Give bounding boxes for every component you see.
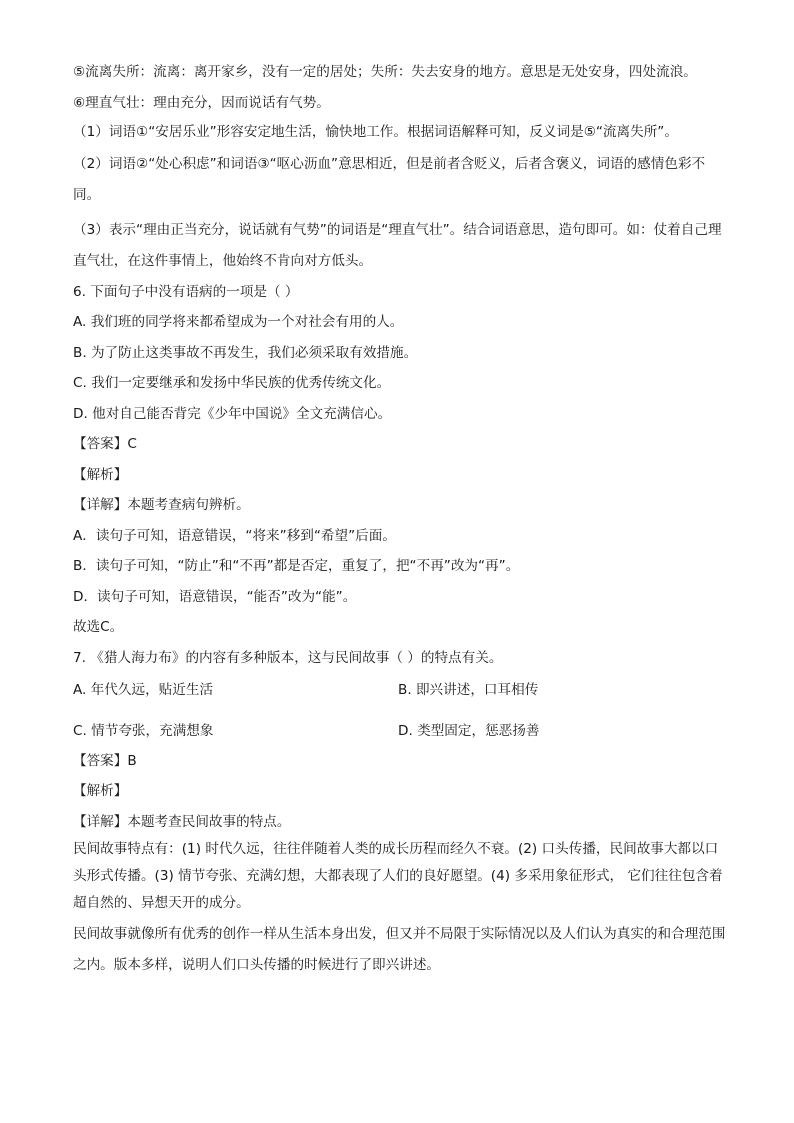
document-page (73, 62, 728, 981)
question-7-paragraph-1: 民间故事特点有：(1) 时代久远，往往伴随着人类的成长历程而经久不衰。(2) 口头传播，民间故事大都以口头形式传播。(3) 情节夸张、充满幻想，大都表现了人们的良好愿望。(4) 多采用象征形式， 它们往往包含着超自然的、异想天开的成分。 (73, 840, 723, 911)
question-6-option-d: D. 他对自己能否背完《少年中国说》全文充满信心。 (73, 405, 392, 422)
question-6-explain-a: A．读句子可知，语意错误，“将来”移到“希望”后面。 (73, 527, 396, 544)
analysis-part-1: （1）词语①“安居乐业”形容安定地生活，愉快地工作。根据词语解释可知，反义词是⑤“流离失所”。 (73, 123, 678, 140)
question-6: 6. 下面句子中没有语病的一项是（ ） (73, 283, 299, 300)
question-7-detail: 【详解】本题考查民间故事的特点。 (73, 813, 291, 830)
question-7-options-row-2 (73, 721, 728, 741)
question-7-option-d: D. 类型固定，惩恶扬善 (398, 722, 540, 739)
analysis-part-3: （3）表示“理由正当充分，说话就有气势”的词语是“理直气壮”。结合词语意思，造句即可。如：仗着自己理直气壮，在这件事情上，他始终不肯向对方低头。 (73, 221, 722, 269)
explanation-line-5: ⑤流离失所：流离：离开家乡，没有一定的居处；失所：失去安身的地方。意思是无处安身，四处流浪。 (73, 64, 697, 80)
question-7: 7. 《猎人海力布》的内容有多种版本，这与民间故事（ ）的特点有关。 (73, 649, 503, 666)
analysis-part-2: （2）词语②“处心积虑”和词语③“呕心沥血”意思相近，但是前者含贬义，后者含褒义，词语的感情色彩不同。 (73, 155, 706, 203)
question-6-detail: 【详解】本题考查病句辨析。 (73, 497, 250, 513)
question-7-paragraph-2: 民间故事就像所有优秀的创作一样从生活本身出发，但又并不局限于实际情况以及人们认为真实的和合理范围之内。版本多样，说明人们口头传播的时候进行了即兴讲述。 (73, 925, 726, 973)
question-7-option-a: A. 年代久远，贴近生活 (73, 681, 214, 698)
question-7-option-b: B. 即兴讲述，口耳相传 (398, 681, 539, 698)
question-6-option-a: A. 我们班的同学将来都希望成为一个对社会有用的人。 (73, 314, 404, 330)
question-7-option-c: C. 情节夸张，充满想象 (73, 722, 214, 739)
question-6-analysis-heading: 【解析】 (73, 466, 128, 483)
question-6-answer: 【答案】C (73, 436, 137, 452)
question-7-options-row-1 (73, 680, 728, 700)
question-6-option-b: B. 为了防止这类事故不再发生，我们必须采取有效措施。 (73, 344, 418, 361)
question-6-explain-b: B．读句子可知，“防止”和“不再”都是否定，重复了，把“不再”改为“再”。 (73, 558, 520, 574)
question-7-answer: 【答案】B (73, 752, 137, 769)
question-7-analysis-heading: 【解析】 (73, 783, 128, 799)
question-6-explain-d: D．读句子可知，语意错误，“能否”改为“能”。 (73, 588, 357, 605)
explanation-line-6: ⑥理直气壮：理由充分，因而说话有气势。 (73, 94, 330, 111)
question-6-option-c: C. 我们一定要继承和发扬中华民族的优秀传统文化。 (73, 375, 391, 391)
question-6-conclusion: 故选C。 (73, 619, 124, 635)
